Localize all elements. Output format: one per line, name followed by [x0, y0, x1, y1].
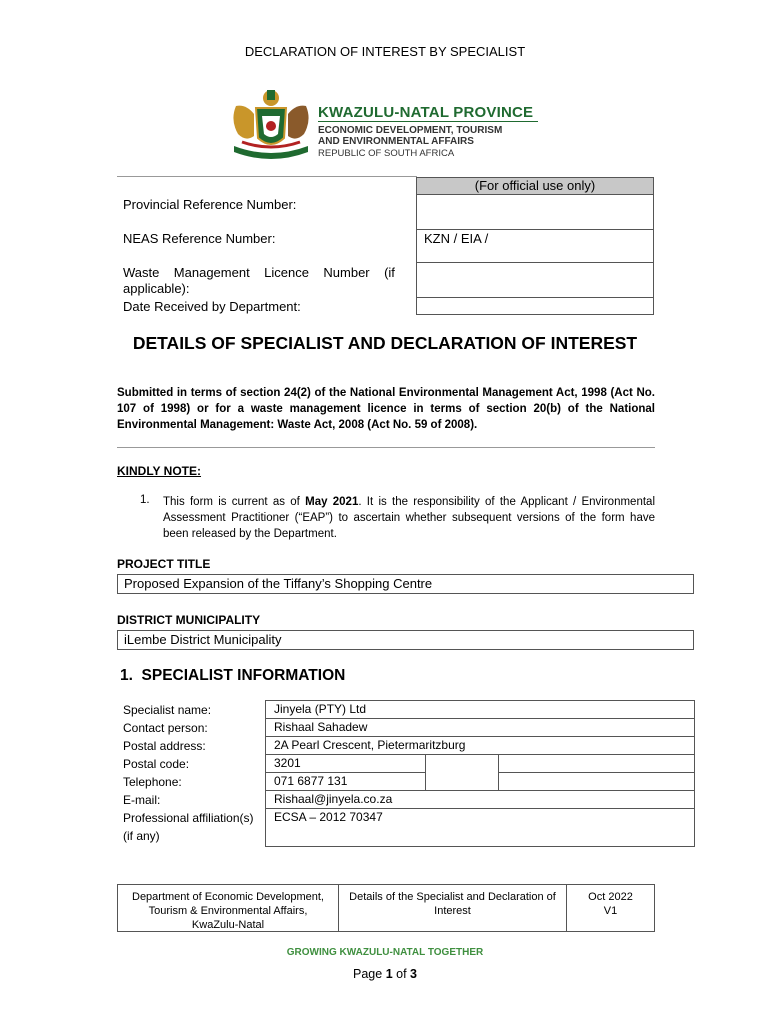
- project-title-field[interactable]: Proposed Expansion of the Tiffany’s Shopping Centre: [117, 574, 694, 594]
- section-divider: [117, 447, 655, 448]
- cell-field[interactable]: [499, 755, 695, 773]
- specialist-info-heading: 1. SPECIALIST INFORMATION: [120, 667, 346, 684]
- logo-country: REPUBLIC OF SOUTH AFRICA: [318, 148, 455, 159]
- contact-person-field[interactable]: Rishaal Sahadew: [266, 719, 694, 737]
- coat-of-arms-logo: [228, 86, 314, 162]
- email-field[interactable]: Rishaal@jinyela.co.za: [266, 791, 694, 809]
- neas-reference-label: NEAS Reference Number:: [123, 231, 276, 246]
- postal-address-label: Postal address:: [123, 739, 206, 753]
- footer-department: Department of Economic Development, Tourism & Environmental Affairs, KwaZulu-Natal: [118, 885, 339, 931]
- district-municipality-field[interactable]: iLembe District Municipality: [117, 630, 694, 650]
- telephone-label: Telephone:: [123, 775, 182, 789]
- footer-version: V1: [603, 905, 618, 917]
- postal-address-field[interactable]: 2A Pearl Crescent, Pietermaritzburg: [266, 737, 694, 755]
- date-received-label: Date Received by Department:: [123, 299, 301, 314]
- note-text-after: . It is the responsibility of the Applicant / Environmental Assessment Practitioner (“EAP”) to ascertain whether subsequent versions of the form have been released by the Department.: [163, 496, 655, 540]
- provincial-reference-field[interactable]: [416, 194, 654, 230]
- district-municipality-label: DISTRICT MUNICIPALITY: [117, 613, 261, 627]
- fax-field[interactable]: [499, 773, 695, 791]
- footer-date: Oct 2022: [588, 891, 633, 903]
- telephone-field[interactable]: 071 6877 131: [266, 773, 426, 791]
- footer-version-cell: [567, 885, 654, 931]
- contact-person-label: Contact person:: [123, 721, 208, 735]
- page-prefix: Page: [353, 967, 386, 981]
- note-text-before: This form is current as of: [163, 496, 306, 508]
- footer-table: [117, 884, 655, 932]
- email-label: E-mail:: [123, 793, 161, 807]
- note-date: May 2021: [305, 496, 359, 508]
- page-total: 3: [410, 967, 417, 981]
- project-title-label: PROJECT TITLE: [117, 557, 211, 571]
- logo-dept-line2: AND ENVIRONMENTAL AFFAIRS: [318, 136, 474, 147]
- neas-reference-field[interactable]: KZN / EIA /: [416, 229, 654, 263]
- affiliation-label: Professional affiliation(s): [123, 811, 254, 825]
- footer-document-name: Details of the Specialist and Declaration of Interest: [339, 885, 567, 931]
- header-divider: [117, 176, 417, 177]
- waste-licence-field[interactable]: [416, 262, 654, 298]
- specialist-name-label: Specialist name:: [123, 703, 212, 717]
- logo-province-name: KWAZULU-NATAL PROVINCE: [318, 104, 534, 121]
- logo-divider: [318, 121, 538, 122]
- waste-licence-label-line2: applicable):: [123, 281, 190, 296]
- affiliation-field[interactable]: ECSA – 2012 70347: [274, 810, 383, 824]
- note-number: 1.: [140, 494, 150, 506]
- document-header-title: DECLARATION OF INTEREST BY SPECIALIST: [244, 44, 526, 59]
- page-number: [0, 967, 770, 981]
- postal-code-field[interactable]: 3201: [266, 755, 426, 773]
- logo-dept-line1: ECONOMIC DEVELOPMENT, TOURISM: [318, 125, 503, 136]
- affiliation-if-any-label: (if any): [123, 829, 160, 843]
- submitted-statement: Submitted in terms of section 24(2) of the National Environmental Management Act, 1998 (Act No. 107 of 1998) or for a waste management licence in terms of section 20(b) of the National Environmental Management: Waste Act, 2008 (Act No. 59 of 2008).: [117, 387, 655, 431]
- provincial-reference-label: Provincial Reference Number:: [123, 197, 297, 212]
- date-received-field[interactable]: [416, 297, 654, 315]
- logo-department-name: [318, 125, 502, 147]
- page-current: 1: [385, 967, 393, 981]
- specialist-info-table: [265, 700, 695, 847]
- waste-licence-label-line1: Waste Management Licence Number (if: [123, 265, 395, 280]
- official-use-banner: (For official use only): [416, 177, 654, 195]
- main-title: DETAILS OF SPECIALIST AND DECLARATION OF INTEREST: [132, 333, 638, 353]
- specialist-name-field[interactable]: Jinyela (PTY) Ltd: [266, 701, 694, 719]
- waste-licence-label: [123, 265, 413, 297]
- page-mid: of: [392, 967, 411, 981]
- note-text: [163, 494, 655, 542]
- cell-field-label: [426, 755, 499, 791]
- footer-slogan: GROWING KWAZULU-NATAL TOGETHER: [286, 947, 484, 958]
- kindly-note-heading: KINDLY NOTE:: [117, 464, 202, 478]
- postal-code-label: Postal code:: [123, 757, 190, 771]
